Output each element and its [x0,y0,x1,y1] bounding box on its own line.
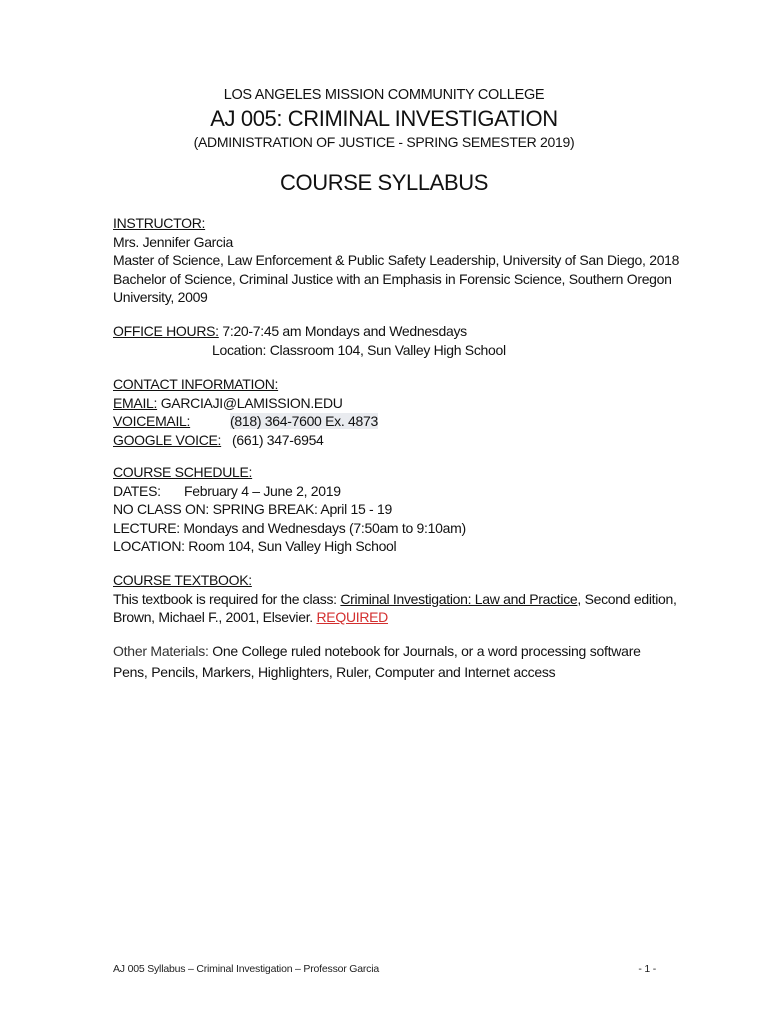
dates-value: February 4 – June 2, 2019 [184,482,341,499]
google-voice-value: (661) 347-6954 [232,431,324,448]
document-title: COURSE SYLLABUS [280,170,488,195]
textbook-section [113,571,677,627]
other-materials-line-1: One College ruled notebook for Journals, or a word processing software [212,643,641,659]
instructor-section [113,214,680,307]
office-hours-location: Location: Classroom 104, Sun Valley High School [212,341,506,358]
other-materials-label: Other Materials: [113,643,213,659]
course-title: AJ 005: CRIMINAL INVESTIGATION [210,106,558,131]
other-materials-line-2: Pens, Pencils, Markers, Highlighters, Ruler, Computer and Internet access [113,663,556,680]
schedule-heading: COURSE SCHEDULE: [113,464,253,480]
textbook-edition: , Second edition, [577,590,677,607]
footer-text: AJ 005 Syllabus – Criminal Investigation – Professor Garcia [113,963,379,975]
voicemail-label: VOICEMAIL: [113,413,191,429]
office-hours-heading: OFFICE HOURS: [113,323,219,339]
instructor-degree-2-line-1: Bachelor of Science, Criminal Justice with an Emphasis in Forensic Science, Southern Oregon [113,270,672,287]
email-value[interactable]: GARCIAJI@LAMISSION.EDU [157,394,343,411]
schedule-location: LOCATION: Room 104, Sun Valley High School [113,538,397,554]
college-name: LOS ANGELES MISSION COMMUNITY COLLEGE [223,87,545,103]
textbook-heading: COURSE TEXTBOOK: [113,572,252,588]
instructor-name: Mrs. Jennifer Garcia [113,233,234,250]
page-footer [113,963,656,975]
lecture: LECTURE: Mondays and Wednesdays (7:50am to 9:10am) [113,519,466,536]
other-materials-section [113,641,673,682]
textbook-title: Criminal Investigation: Law and Practice [340,590,578,607]
schedule-section [113,463,673,556]
textbook-intro: This textbook is required for the class: [113,590,341,607]
email-label: EMAIL: [113,394,158,411]
contact-section [113,375,673,449]
google-voice-label: GOOGLE VOICE: [113,431,222,448]
instructor-degree-2-line-2: University, 2009 [113,289,208,305]
contact-heading: CONTACT INFORMATION: [113,376,279,392]
course-subtitle: (ADMINISTRATION OF JUSTICE - SPRING SEMESTER 2019) [193,134,575,150]
instructor-heading: INSTRUCTOR: [113,215,206,231]
office-hours-section [113,322,673,359]
dates-label: DATES: [113,482,161,499]
no-class: NO CLASS ON: SPRING BREAK: April 15 - 19 [113,501,392,517]
office-hours-time: 7:20-7:45 am Mondays and Wednesdays [218,323,467,339]
instructor-degree-1: Master of Science, Law Enforcement & Public Safety Leadership, University of San Diego, 2018 [113,252,680,268]
voicemail-value: (818) 364-7600 Ex. 4873 [230,413,378,429]
required-badge: REQUIRED [316,609,388,625]
textbook-authors: Brown, Michael F., 2001, Elsevier. [113,609,317,625]
page-number: - 1 - [638,963,656,975]
